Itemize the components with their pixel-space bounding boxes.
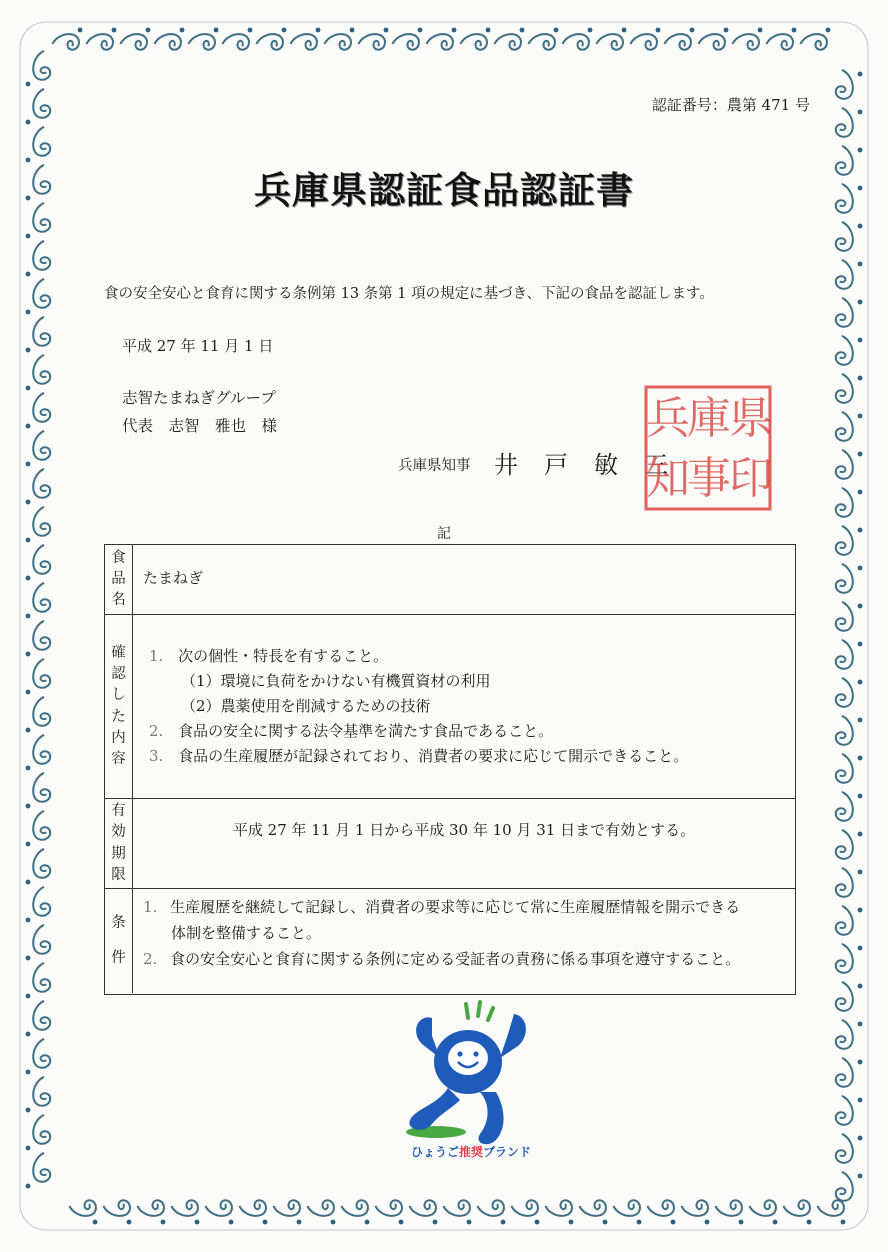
ornament-dot: [656, 28, 661, 33]
ornament-swirl: [836, 1020, 853, 1049]
header-char: 名: [111, 592, 126, 608]
ornament-swirl: [341, 1200, 368, 1216]
ornament-swirl: [664, 34, 691, 50]
ornament-dot: [26, 994, 31, 999]
ornament-swirl: [545, 1200, 572, 1216]
ornament-dot: [858, 794, 863, 799]
ornament-dot: [26, 842, 31, 847]
ornament-dot: [26, 1184, 31, 1189]
ornament-dot: [858, 1060, 863, 1065]
list-item: 2. 食品の安全に関する法令基準を満たす食品であること。: [149, 722, 554, 740]
ornament-swirl: [836, 1172, 853, 1201]
ornament-swirl: [836, 412, 853, 441]
ornament-dot: [588, 28, 593, 33]
ornament-swirl: [698, 34, 725, 50]
ornament-swirl: [511, 1200, 538, 1216]
document-title: 兵庫県認証食品認証書: [254, 169, 634, 212]
ornament-swirl: [33, 51, 50, 80]
ornament-dot: [858, 1136, 863, 1141]
ornament-swirl: [836, 298, 853, 327]
header-char: 食: [111, 549, 126, 566]
ornament-swirl: [33, 1115, 50, 1144]
ornament-swirl: [409, 1200, 436, 1216]
ornament-swirl: [33, 355, 50, 384]
ornament-swirl: [836, 754, 853, 783]
ornament-dot: [858, 946, 863, 951]
ornament-dot: [858, 566, 863, 571]
ornament-swirl: [836, 640, 853, 669]
ornament-dot: [26, 82, 31, 87]
header-char: 限: [111, 866, 126, 883]
ornament-swirl: [836, 830, 853, 859]
ornament-dot: [535, 1220, 540, 1225]
list-item: （1）環境に負荷をかけない有機質資材の利用: [181, 672, 491, 690]
ornament-swirl: [103, 1200, 130, 1216]
ornament-dot: [26, 272, 31, 277]
ornament-swirl: [33, 963, 50, 992]
header-char: 効: [111, 824, 126, 841]
ornament-dot: [26, 956, 31, 961]
certificate-number: 認証番号：農第 471 号: [651, 96, 810, 114]
ornament-dot: [26, 424, 31, 429]
ornament-dot: [26, 234, 31, 239]
ornament-dot: [858, 1022, 863, 1027]
ornament-swirl: [375, 1200, 402, 1216]
ornament-swirl: [33, 393, 50, 422]
ornament-dot: [858, 490, 863, 495]
ornament-swirl: [33, 545, 50, 574]
ornament-dot: [603, 1220, 608, 1225]
ornament-dot: [807, 1220, 812, 1225]
ornament-swirl: [33, 659, 50, 688]
ornament-dot: [671, 1220, 676, 1225]
ornament-dot: [433, 1220, 438, 1225]
ornament-dot: [26, 614, 31, 619]
ornament-dot: [26, 728, 31, 733]
ornament-dot: [858, 832, 863, 837]
ornament-swirl: [33, 811, 50, 840]
mascot-face: [448, 1041, 488, 1075]
ornament-dot: [399, 1220, 404, 1225]
header-char: 内: [111, 729, 126, 746]
ornament-dot: [520, 28, 525, 33]
ornament-swirl: [836, 260, 853, 289]
validity-header: [105, 799, 133, 888]
table-row-validity: [105, 798, 795, 888]
seal-char: 印: [729, 453, 773, 504]
ornament-dot: [858, 262, 863, 267]
ornament-swirl: [33, 317, 50, 346]
ornament-swirl: [33, 279, 50, 308]
header-char: 有: [111, 803, 126, 820]
ornament-dot: [297, 1220, 302, 1225]
ornament-dot: [858, 756, 863, 761]
ornament-swirl: [836, 488, 853, 517]
seal-char: 県: [729, 393, 773, 444]
ornament-swirl: [579, 1200, 606, 1216]
ornament-dot: [384, 28, 389, 33]
ornament-dot: [622, 28, 627, 33]
list-item: 2. 食の安全安心と食育に関する条例に定める受証者の責務に係る事項を遵守すること。: [143, 950, 741, 968]
ornament-swirl: [222, 34, 249, 50]
ornament-swirl: [52, 34, 79, 50]
ornament-dot: [858, 642, 863, 647]
ornament-dot: [26, 576, 31, 581]
ornament-dot: [858, 414, 863, 419]
intro-text: 食の安全安心と食育に関する条例第 13 条第 1 項の規定に基づき、下記の食品を認証します。: [104, 286, 714, 302]
ornament-swirl: [239, 1200, 266, 1216]
ornament-swirl: [290, 34, 317, 50]
ornament-dot: [858, 148, 863, 153]
official-seal-stamp: [640, 383, 774, 513]
header-char: 容: [111, 750, 126, 767]
conditions-header: [105, 889, 133, 993]
food-name-header: [105, 545, 133, 614]
ornament-dot: [26, 804, 31, 809]
header-char: 認: [111, 666, 126, 683]
seal-char: 庫: [687, 393, 731, 444]
ornament-swirl: [836, 716, 853, 745]
mascot-figure-icon: [409, 1014, 525, 1144]
ornament-swirl: [33, 887, 50, 916]
issue-date: 平成 27 年 11 月 1 日: [122, 337, 274, 355]
header-char: 条: [111, 915, 126, 932]
ornament-swirl: [749, 1200, 776, 1216]
ornament-dot: [858, 718, 863, 723]
ornament-dot: [26, 880, 31, 885]
ornament-swirl: [205, 1200, 232, 1216]
ornament-swirl: [171, 1200, 198, 1216]
ornament-dot: [773, 1220, 778, 1225]
sparkle-icon: [466, 1002, 493, 1020]
ornament-swirl: [392, 34, 419, 50]
seal-char: 事: [687, 453, 731, 504]
header-char: 品: [111, 570, 126, 587]
ornament-dot: [858, 908, 863, 913]
ornament-dot: [858, 338, 863, 343]
ornament-swirl: [836, 450, 853, 479]
ornament-dot: [26, 1032, 31, 1037]
list-item: （2）農薬使用を削減するための技術: [181, 697, 431, 715]
ornament-swirl: [836, 678, 853, 707]
ornament-dot: [26, 348, 31, 353]
ornament-swirl: [715, 1200, 742, 1216]
ornament-dot: [214, 28, 219, 33]
ornament-swirl: [426, 34, 453, 50]
ornament-swirl: [33, 1077, 50, 1106]
ornament-swirl: [766, 34, 793, 50]
ornament-swirl: [494, 34, 521, 50]
ornament-dot: [93, 1220, 98, 1225]
ornament-swirl: [33, 583, 50, 612]
ornament-dot: [467, 1220, 472, 1225]
list-item: 1. 次の個性・特長を有すること。: [149, 647, 389, 665]
ornament-swirl: [836, 602, 853, 631]
ornament-swirl: [86, 34, 113, 50]
recipient-group: 志智たまねぎグループ: [122, 389, 276, 407]
ornament-dot: [705, 1220, 710, 1225]
ornament-dot: [554, 28, 559, 33]
ornament-dot: [248, 28, 253, 33]
ornament-swirl: [460, 34, 487, 50]
ornament-swirl: [836, 108, 853, 137]
ornament-swirl: [836, 1096, 853, 1125]
ornament-dot: [690, 28, 695, 33]
confirmed-content-header: [105, 615, 133, 798]
ornament-swirl: [33, 697, 50, 726]
ornament-dot: [858, 1174, 863, 1179]
ornament-dot: [180, 28, 185, 33]
ornament-swirl: [443, 1200, 470, 1216]
ornament-dot: [501, 1220, 506, 1225]
ornament-swirl: [836, 982, 853, 1011]
ornament-swirl: [33, 925, 50, 954]
ornament-swirl: [681, 1200, 708, 1216]
header-char: し: [111, 687, 126, 704]
ornament-swirl: [836, 944, 853, 973]
ornament-dot: [858, 110, 863, 115]
ornament-dot: [229, 1220, 234, 1225]
ornament-dot: [26, 310, 31, 315]
ornament-dot: [792, 28, 797, 33]
ornament-dot: [486, 28, 491, 33]
ornament-swirl: [120, 34, 147, 50]
ornament-swirl: [33, 1039, 50, 1068]
list-item: 1. 生産履歴を継続して記録し、消費者の要求等に応じて常に生産履歴情報を開示できる: [143, 898, 741, 916]
ornament-swirl: [358, 34, 385, 50]
header-char: 確: [111, 645, 126, 662]
ornament-swirl: [273, 1200, 300, 1216]
ornament-dot: [858, 870, 863, 875]
ornament-dot: [858, 224, 863, 229]
issuer-title: 兵庫県知事: [398, 458, 471, 474]
ornament-dot: [758, 28, 763, 33]
seal-char: 兵: [646, 393, 690, 444]
ornament-dot: [858, 604, 863, 609]
ornament-dot: [826, 28, 831, 33]
ornament-dot: [858, 300, 863, 305]
ornament-swirl: [324, 34, 351, 50]
ornament-swirl: [562, 34, 589, 50]
ornament-swirl: [33, 1001, 50, 1030]
table-row-food-name: [105, 545, 795, 614]
ornament-dot: [26, 766, 31, 771]
ornament-swirl: [800, 34, 827, 50]
ornament-swirl: [137, 1200, 164, 1216]
ornament-dot: [858, 1098, 863, 1103]
ornament-swirl: [33, 773, 50, 802]
ornament-swirl: [783, 1200, 810, 1216]
certification-table: [104, 544, 796, 995]
ornament-dot: [26, 1070, 31, 1075]
ornament-swirl: [33, 89, 50, 118]
food-name-value: たまねぎ: [143, 569, 204, 587]
ornament-swirl: [613, 1200, 640, 1216]
ornament-dot: [26, 918, 31, 923]
ornament-dot: [26, 652, 31, 657]
ornament-dot: [569, 1220, 574, 1225]
ornament-swirl: [33, 849, 50, 878]
ornament-dot: [350, 28, 355, 33]
ornament-dot: [724, 28, 729, 33]
ornament-dot: [841, 1220, 846, 1225]
ornament-dot: [858, 984, 863, 989]
ornament-swirl: [630, 34, 657, 50]
ornament-dot: [161, 1220, 166, 1225]
ornament-dot: [316, 28, 321, 33]
header-char: た: [111, 708, 126, 725]
ornament-dot: [26, 386, 31, 391]
seal-char: 知: [646, 453, 690, 504]
ornament-dot: [418, 28, 423, 33]
ornament-swirl: [33, 431, 50, 460]
ornament-swirl: [647, 1200, 674, 1216]
ornament-swirl: [836, 792, 853, 821]
mascot-eye: [457, 1051, 462, 1056]
ornament-swirl: [732, 34, 759, 50]
hyogo-recommended-brand-logo: [396, 996, 546, 1166]
ornament-swirl: [836, 374, 853, 403]
ornament-dot: [858, 72, 863, 77]
ornament-swirl: [836, 70, 853, 99]
ornament-dot: [26, 120, 31, 125]
ornament-dot: [858, 528, 863, 533]
header-char: 件: [111, 950, 126, 966]
ornament-swirl: [33, 241, 50, 270]
ornament-swirl: [33, 469, 50, 498]
ornament-swirl: [69, 1200, 96, 1216]
ornament-dot: [26, 1108, 31, 1113]
ornament-dot: [112, 28, 117, 33]
ornament-dot: [26, 500, 31, 505]
ornament-swirl: [836, 564, 853, 593]
ornament-dot: [637, 1220, 642, 1225]
ornament-swirl: [528, 34, 555, 50]
ornament-swirl: [836, 526, 853, 555]
ornament-swirl: [836, 336, 853, 365]
ornament-dot: [739, 1220, 744, 1225]
ornament-swirl: [836, 222, 853, 251]
list-item: 3. 食品の生産履歴が記録されており、消費者の要求に応じて開示できること。: [149, 747, 689, 765]
ornament-dot: [26, 690, 31, 695]
recipient-representative: 代表 志智 雅也 様: [122, 417, 278, 435]
ornament-dot: [127, 1220, 132, 1225]
logo-label: ひょうご推奨ブランド: [410, 1145, 532, 1159]
ornament-dot: [26, 538, 31, 543]
ornament-dot: [195, 1220, 200, 1225]
ornament-swirl: [33, 1153, 50, 1182]
ornament-swirl: [836, 906, 853, 935]
ornament-dot: [365, 1220, 370, 1225]
ornament-swirl: [33, 507, 50, 536]
table-row-confirmed-content: [105, 614, 795, 798]
issuer-name: 井 戸 敏 三: [494, 451, 669, 479]
ornament-dot: [26, 462, 31, 467]
ornament-dot: [263, 1220, 268, 1225]
mascot-eye: [473, 1051, 478, 1056]
ornament-swirl: [154, 34, 181, 50]
ornament-dot: [858, 680, 863, 685]
ornament-dot: [858, 452, 863, 457]
ornament-dot: [282, 28, 287, 33]
ornament-swirl: [256, 34, 283, 50]
ornament-swirl: [836, 1134, 853, 1163]
ornament-swirl: [477, 1200, 504, 1216]
table-row-conditions: [105, 888, 795, 993]
ornament-swirl: [307, 1200, 334, 1216]
ki-marker: 記: [437, 526, 451, 542]
validity-value: 平成 27 年 11 月 1 日から平成 30 年 10 月 31 日まで有効とする。: [232, 821, 696, 839]
ornament-swirl: [596, 34, 623, 50]
ornament-swirl: [33, 127, 50, 156]
ornament-dot: [78, 28, 83, 33]
list-item: 体制を整備すること。: [171, 924, 322, 942]
ornament-swirl: [188, 34, 215, 50]
ornament-dot: [452, 28, 457, 33]
ornament-swirl: [836, 1058, 853, 1087]
ornament-dot: [331, 1220, 336, 1225]
ornament-swirl: [836, 868, 853, 897]
header-char: 期: [111, 845, 126, 862]
ornament-swirl: [33, 735, 50, 764]
ornament-dot: [146, 28, 151, 33]
ornament-dot: [858, 376, 863, 381]
ornament-dot: [26, 1146, 31, 1151]
ornament-swirl: [33, 621, 50, 650]
ornament-swirl: [817, 1200, 844, 1216]
